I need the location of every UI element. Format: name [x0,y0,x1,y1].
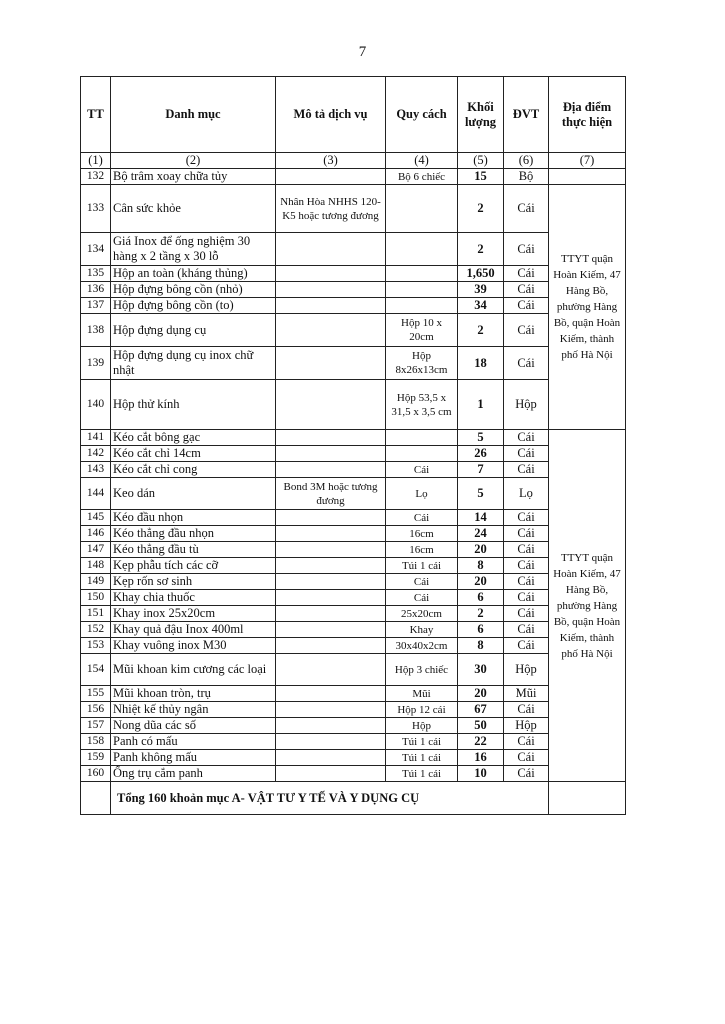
row-khoi-luong: 20 [458,574,504,590]
table-row [81,233,626,266]
row-dvt: Cái [504,446,549,462]
row-danh-muc: Khay inox 25x20cm [111,606,276,622]
col-number: (2) [111,153,276,169]
col-number: (3) [276,153,386,169]
empty-cell [549,169,626,185]
row-danh-muc: Hộp đựng dụng cụ inox chữ nhật [111,347,276,380]
row-quy-cach: 16cm [386,526,458,542]
row-dvt: Cái [504,266,549,282]
row-khoi-luong: 2 [458,314,504,347]
row-mo-ta [276,702,386,718]
row-dvt: Cái [504,462,549,478]
column-number-row [81,153,626,169]
row-dvt: Hộp [504,718,549,734]
row-dvt: Cái [504,702,549,718]
row-tt: 144 [81,478,111,510]
row-mo-ta [276,446,386,462]
row-tt: 148 [81,558,111,574]
row-dvt: Cái [504,766,549,782]
row-khoi-luong: 5 [458,478,504,510]
row-khoi-luong: 5 [458,430,504,446]
row-khoi-luong: 22 [458,734,504,750]
row-khoi-luong: 6 [458,622,504,638]
table-row [81,542,626,558]
row-dvt: Cái [504,526,549,542]
row-danh-muc: Mũi khoan tròn, trụ [111,686,276,702]
empty-cell [81,782,111,815]
row-quy-cach: Túi 1 cái [386,558,458,574]
total-label: Tổng 160 khoản mục A- VẬT TƯ Y TẾ VÀ Y DỤNG CỤ [111,782,549,815]
row-quy-cach [386,185,458,233]
row-mo-ta [276,654,386,686]
row-dvt: Bộ [504,169,549,185]
row-khoi-luong: 7 [458,462,504,478]
row-quy-cach: Hộp 53,5 x 31,5 x 3,5 cm [386,380,458,430]
row-danh-muc: Kẹp phẫu tích các cỡ [111,558,276,574]
table-row [81,380,626,430]
row-quy-cach: Cái [386,590,458,606]
table-row [81,686,626,702]
row-mo-ta [276,558,386,574]
row-tt: 135 [81,266,111,282]
row-dvt: Cái [504,558,549,574]
row-tt: 142 [81,446,111,462]
row-tt: 145 [81,510,111,526]
row-danh-muc: Kéo cắt bông gạc [111,430,276,446]
row-quy-cach: Hộp 8x26x13cm [386,347,458,380]
row-tt: 151 [81,606,111,622]
row-dvt: Cái [504,542,549,558]
col-number: (4) [386,153,458,169]
row-dvt: Cái [504,622,549,638]
row-quy-cach: Bộ 6 chiếc [386,169,458,185]
row-dvt: Hộp [504,654,549,686]
row-mo-ta [276,233,386,266]
row-tt: 133 [81,185,111,233]
row-mo-ta [276,298,386,314]
row-danh-muc: Ống trụ cắm panh [111,766,276,782]
col-number: (1) [81,153,111,169]
table-row [81,314,626,347]
row-dvt: Cái [504,606,549,622]
row-quy-cach: 30x40x2cm [386,638,458,654]
row-mo-ta: Bond 3M hoặc tương đương [276,478,386,510]
page-number: 7 [358,44,367,60]
row-mo-ta [276,766,386,782]
row-quy-cach: 25x20cm [386,606,458,622]
row-dvt: Cái [504,233,549,266]
row-quy-cach [386,233,458,266]
row-dvt: Cái [504,574,549,590]
row-mo-ta [276,462,386,478]
row-dvt: Cái [504,298,549,314]
row-tt: 143 [81,462,111,478]
empty-cell [549,782,626,815]
row-dvt: Cái [504,590,549,606]
row-quy-cach: Hộp 3 chiếc [386,654,458,686]
row-danh-muc: Panh có mấu [111,734,276,750]
table-row [81,574,626,590]
col-number: (5) [458,153,504,169]
table-row [81,558,626,574]
row-danh-muc: Keo dán [111,478,276,510]
row-danh-muc: Hộp đựng bông cồn (nhỏ) [111,282,276,298]
row-mo-ta [276,510,386,526]
row-khoi-luong: 26 [458,446,504,462]
row-mo-ta [276,574,386,590]
row-danh-muc: Nong dũa các số [111,718,276,734]
row-mo-ta [276,622,386,638]
table-row [81,654,626,686]
supplies-table [80,76,626,815]
row-khoi-luong: 14 [458,510,504,526]
row-quy-cach: Túi 1 cái [386,734,458,750]
row-danh-muc: Nhiệt kế thủy ngân [111,702,276,718]
row-tt: 146 [81,526,111,542]
table-row [81,347,626,380]
table-row [81,606,626,622]
row-mo-ta [276,750,386,766]
row-quy-cach: Lọ [386,478,458,510]
row-mo-ta [276,526,386,542]
row-danh-muc: Giá Inox để ống nghiệm 30 hàng x 2 tầng x 30 lỗ [111,233,276,266]
row-danh-muc: Panh không mấu [111,750,276,766]
row-quy-cach: Hộp [386,718,458,734]
row-dvt: Cái [504,750,549,766]
row-danh-muc: Kéo cắt chỉ 14cm [111,446,276,462]
row-quy-cach: Hộp 10 x 20cm [386,314,458,347]
row-danh-muc: Kéo thẳng đầu tù [111,542,276,558]
header-dia-diem: Địa điểm thực hiện [549,77,626,153]
row-quy-cach: Cái [386,462,458,478]
row-danh-muc: Kẹp rốn sơ sinh [111,574,276,590]
row-khoi-luong: 1,650 [458,266,504,282]
row-quy-cach [386,298,458,314]
row-khoi-luong: 18 [458,347,504,380]
row-mo-ta [276,638,386,654]
table-row [81,478,626,510]
row-dvt: Cái [504,638,549,654]
row-khoi-luong: 34 [458,298,504,314]
row-mo-ta [276,718,386,734]
table-row [81,266,626,282]
row-tt: 132 [81,169,111,185]
row-danh-muc: Mũi khoan kim cương các loại [111,654,276,686]
row-khoi-luong: 24 [458,526,504,542]
table-row [81,702,626,718]
table-row [81,462,626,478]
col-number: (6) [504,153,549,169]
row-khoi-luong: 10 [458,766,504,782]
row-tt: 159 [81,750,111,766]
row-tt: 155 [81,686,111,702]
row-quy-cach: Hộp 12 cái [386,702,458,718]
table-row [81,718,626,734]
row-danh-muc: Cân sức khỏe [111,185,276,233]
row-khoi-luong: 6 [458,590,504,606]
row-tt: 138 [81,314,111,347]
row-danh-muc: Khay quả đậu Inox 400ml [111,622,276,638]
row-tt: 152 [81,622,111,638]
row-quy-cach [386,282,458,298]
header-khoi-luong: Khối lượng [458,77,504,153]
row-dvt: Cái [504,185,549,233]
row-quy-cach [386,446,458,462]
row-tt: 149 [81,574,111,590]
row-mo-ta [276,347,386,380]
header-tt: TT [81,77,111,153]
row-dvt: Lọ [504,478,549,510]
table-row [81,526,626,542]
row-khoi-luong: 2 [458,185,504,233]
table-row [81,169,626,185]
row-mo-ta [276,590,386,606]
row-danh-muc: Kéo thẳng đầu nhọn [111,526,276,542]
row-mo-ta [276,734,386,750]
row-tt: 147 [81,542,111,558]
row-quy-cach: Cái [386,510,458,526]
row-khoi-luong: 67 [458,702,504,718]
row-tt: 141 [81,430,111,446]
table-row [81,282,626,298]
row-khoi-luong: 1 [458,380,504,430]
row-tt: 158 [81,734,111,750]
row-danh-muc: Hộp thử kính [111,380,276,430]
row-mo-ta [276,542,386,558]
row-mo-ta [276,686,386,702]
row-danh-muc: Hộp an toàn (kháng thủng) [111,266,276,282]
header-quy-cach: Quy cách [386,77,458,153]
row-khoi-luong: 16 [458,750,504,766]
row-dvt: Cái [504,347,549,380]
row-danh-muc: Hộp đựng dụng cụ [111,314,276,347]
location-cell: TTYT quận Hoàn Kiếm, 47 Hàng Bồ, phường Hàng Bồ, quận Hoàn Kiếm, thành phố Hà Nội [549,185,626,430]
row-dvt: Cái [504,430,549,446]
row-khoi-luong: 30 [458,654,504,686]
row-mo-ta: Nhân Hòa NHHS 120-K5 hoặc tương đương [276,185,386,233]
row-tt: 150 [81,590,111,606]
row-mo-ta [276,606,386,622]
row-danh-muc: Khay vuông inox M30 [111,638,276,654]
row-mo-ta [276,314,386,347]
row-khoi-luong: 20 [458,542,504,558]
row-quy-cach: Túi 1 cái [386,766,458,782]
row-danh-muc: Khay chia thuốc [111,590,276,606]
row-mo-ta [276,430,386,446]
table-row [81,638,626,654]
table-row [81,430,626,446]
table-row [81,446,626,462]
row-dvt: Cái [504,282,549,298]
row-khoi-luong: 8 [458,638,504,654]
row-quy-cach: Túi 1 cái [386,750,458,766]
row-dvt: Hộp [504,380,549,430]
row-khoi-luong: 50 [458,718,504,734]
row-quy-cach: Mũi [386,686,458,702]
row-mo-ta [276,266,386,282]
row-tt: 137 [81,298,111,314]
row-danh-muc: Hộp đựng bông cồn (to) [111,298,276,314]
row-mo-ta [276,282,386,298]
table-row [81,750,626,766]
row-quy-cach: Khay [386,622,458,638]
row-quy-cach: 16cm [386,542,458,558]
location-cell: TTYT quận Hoàn Kiếm, 47 Hàng Bồ, phường Hàng Bồ, quận Hoàn Kiếm, thành phố Hà Nội [549,430,626,782]
table-body [81,153,626,815]
row-danh-muc: Kéo đầu nhọn [111,510,276,526]
row-mo-ta [276,169,386,185]
row-tt: 154 [81,654,111,686]
row-quy-cach [386,266,458,282]
row-khoi-luong: 8 [458,558,504,574]
row-dvt: Cái [504,734,549,750]
table-row [81,510,626,526]
row-danh-muc: Bộ trâm xoay chữa tủy [111,169,276,185]
header-row [81,77,626,153]
col-number: (7) [549,153,626,169]
row-dvt: Mũi [504,686,549,702]
table-row [81,734,626,750]
row-khoi-luong: 20 [458,686,504,702]
total-row [81,782,626,815]
row-tt: 157 [81,718,111,734]
row-mo-ta [276,380,386,430]
header-danh-muc: Danh mục [111,77,276,153]
table-row [81,622,626,638]
row-khoi-luong: 39 [458,282,504,298]
row-dvt: Cái [504,314,549,347]
table-row [81,766,626,782]
row-tt: 140 [81,380,111,430]
row-tt: 139 [81,347,111,380]
row-tt: 156 [81,702,111,718]
header-mo-ta: Mô tả dịch vụ [276,77,386,153]
table-row [81,298,626,314]
row-khoi-luong: 2 [458,606,504,622]
row-tt: 134 [81,233,111,266]
row-danh-muc: Kéo cắt chỉ cong [111,462,276,478]
row-quy-cach [386,430,458,446]
row-quy-cach: Cái [386,574,458,590]
table-row [81,590,626,606]
header-dvt: ĐVT [504,77,549,153]
row-dvt: Cái [504,510,549,526]
table-row [81,185,626,233]
row-tt: 160 [81,766,111,782]
row-tt: 136 [81,282,111,298]
row-khoi-luong: 15 [458,169,504,185]
row-tt: 153 [81,638,111,654]
row-khoi-luong: 2 [458,233,504,266]
